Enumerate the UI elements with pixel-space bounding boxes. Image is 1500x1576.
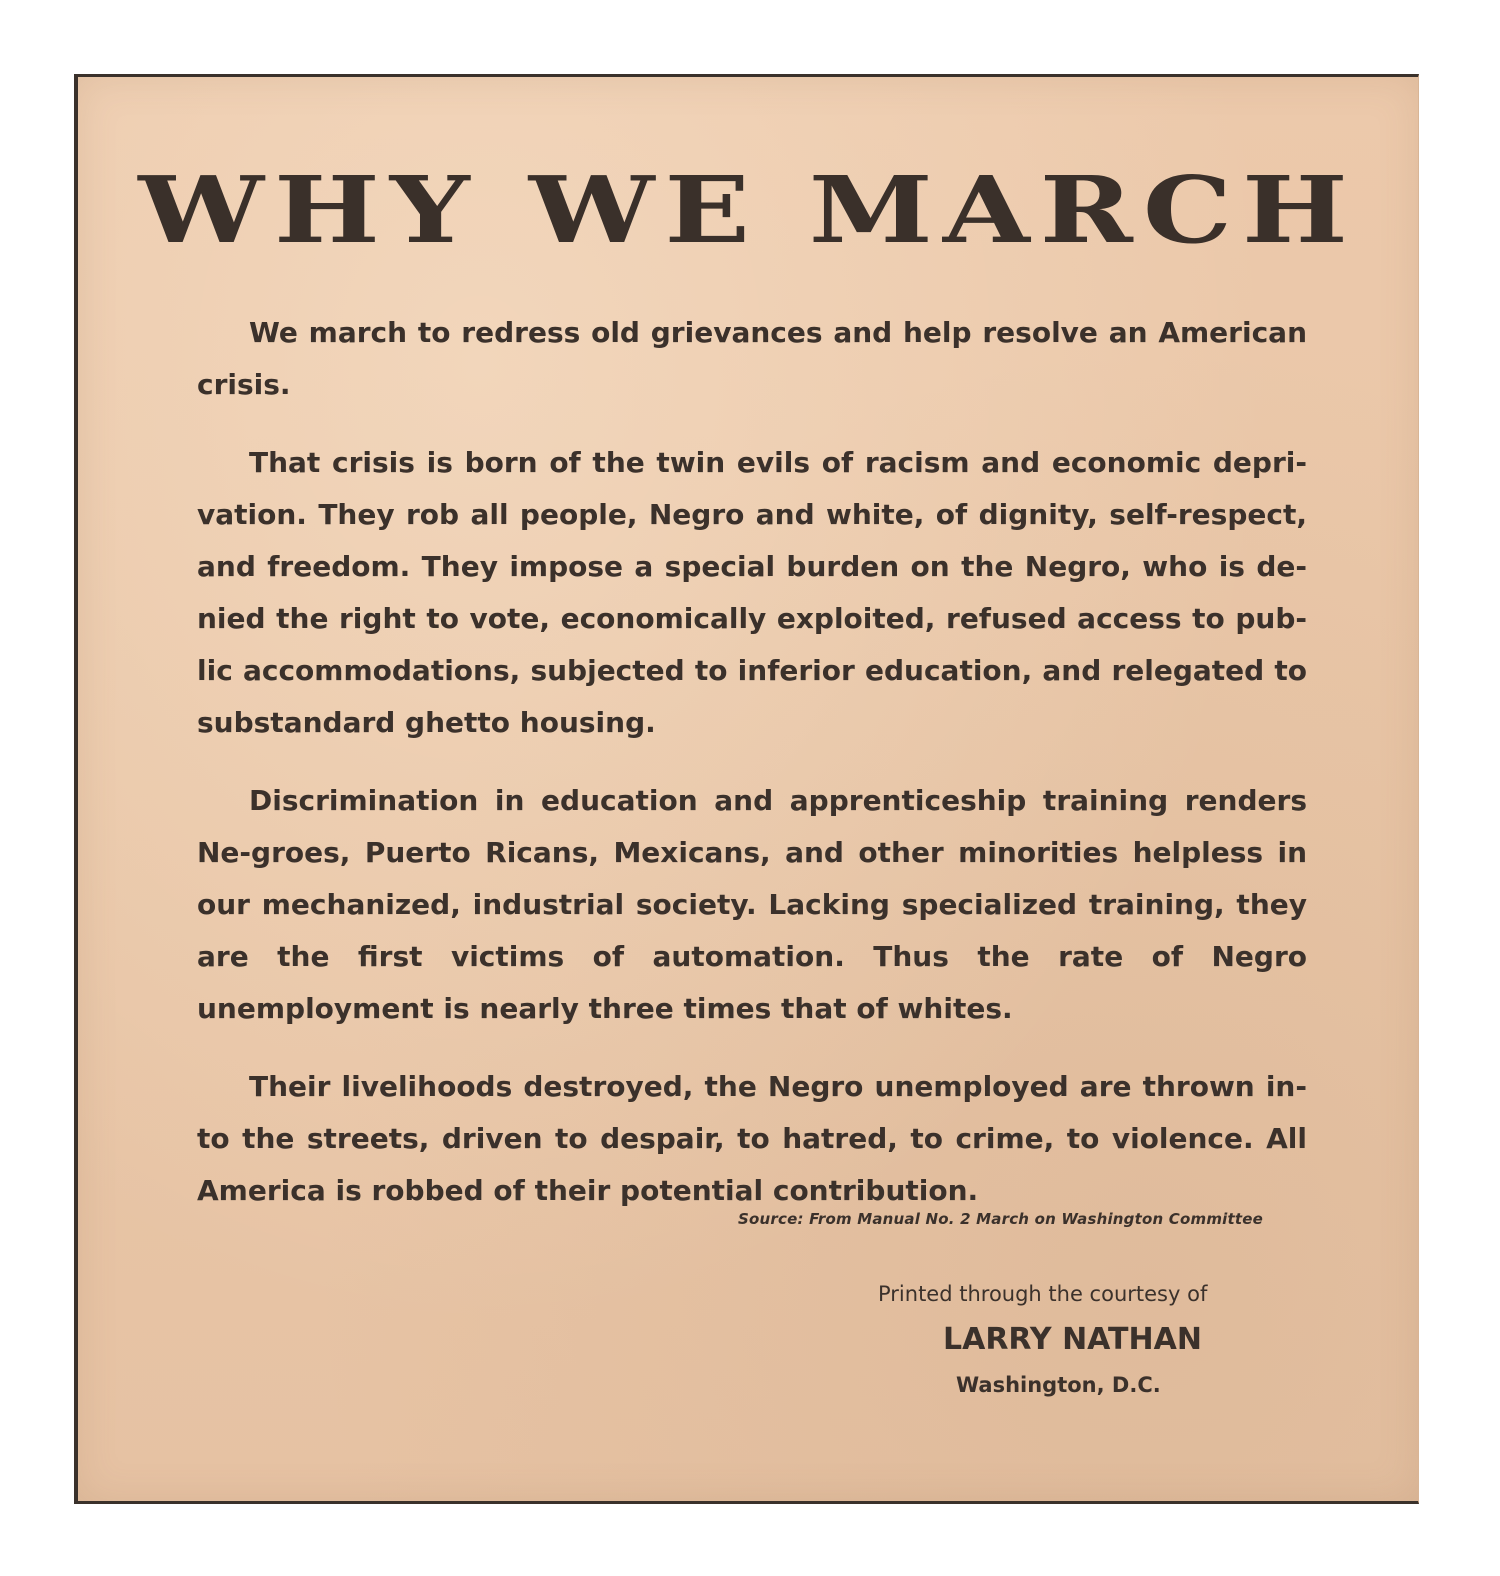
headline: WHY WE MARCH	[138, 156, 1358, 265]
source-note: Source: From Manual No. 2 March on Washington Committee	[738, 1210, 1263, 1228]
courtesy-line: Printed through the courtesy of	[878, 1282, 1208, 1306]
flyer-sheet	[74, 74, 1419, 1504]
body-text	[197, 307, 1307, 1243]
paragraph-3: Discrimination in education and apprenticeship training renders Ne-groes, Puerto Ricans, Mexicans, and other minorities helpless in our mechanized, industrial society. Lacking specialized training, they are the first victims of automation. Thus the rate of Negro unemployment is nearly three times that of whites.	[197, 784, 1307, 1025]
paragraph-2: That crisis is born of the twin evils of racism and economic depri-vation. They rob all people, Negro and white, of dignity, self-respect, and freedom. They impose a special burden on the Negro, who is de-nied the right to vote, economically exploited, refused access to pub-lic accommodations, subjected to inferior education, and relegated to substandard ghetto housing.	[197, 446, 1307, 739]
sponsor-city: Washington, D.C.	[956, 1373, 1161, 1397]
sponsor-name: LARRY NATHAN	[943, 1322, 1202, 1357]
paragraph-4: Their livelihoods destroyed, the Negro unemployed are thrown in-to the streets, driven to despair, to hatred, to crime, to violence. All America is robbed of their potential contribution.	[197, 1070, 1307, 1207]
paragraph-1: We march to redress old grievances and help resolve an American crisis.	[197, 316, 1307, 401]
